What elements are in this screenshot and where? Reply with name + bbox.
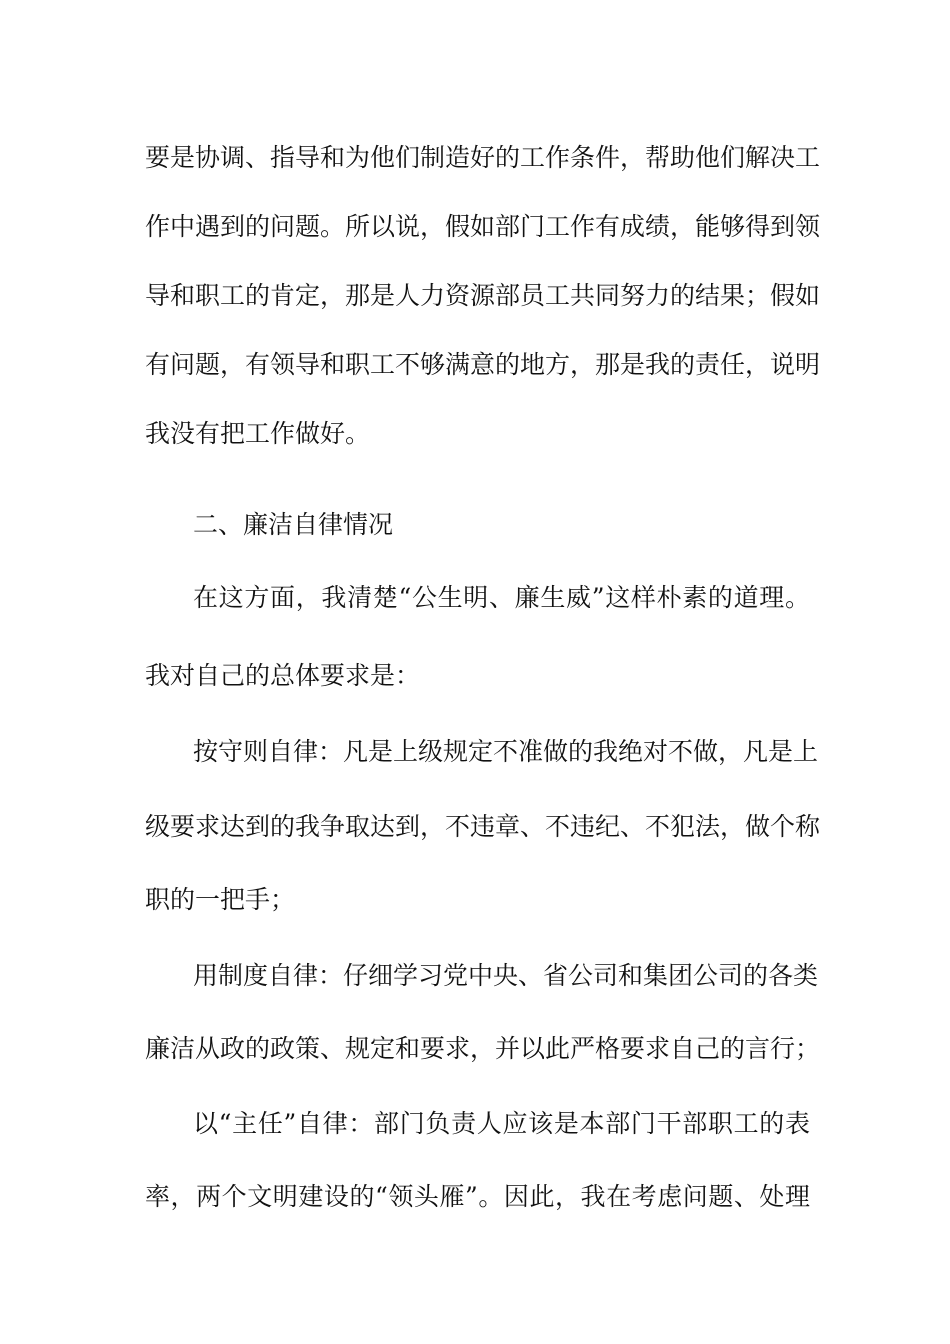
paragraph-line: 廉洁从政的政策、规定和要求，并以此严格要求自己的言行；: [145, 1034, 821, 1063]
paragraph-line: 导和职工的肯定，那是人力资源部员工共同努力的结果；假如: [145, 281, 821, 310]
paragraph-line: 在这方面，我清楚“公生明、廉生威”这样朴素的道理。: [193, 583, 810, 612]
paragraph-line: 按守则自律：凡是上级规定不准做的我绝对不做，凡是上: [193, 737, 819, 766]
paragraph-line: 用制度自律：仔细学习党中央、省公司和集团公司的各类: [193, 961, 819, 990]
paragraph-line: 要是协调、指导和为他们制造好的工作条件，帮助他们解决工: [145, 143, 821, 172]
section-heading: 二、廉洁自律情况: [193, 510, 394, 539]
paragraph-line: 以“主任”自律：部门负责人应该是本部门干部职工的表: [193, 1109, 810, 1138]
paragraph-line: 率，两个文明建设的“领头雁”。因此，我在考虑问题、处理: [145, 1182, 810, 1211]
paragraph-line: 作中遇到的问题。所以说，假如部门工作有成绩，能够得到领: [145, 212, 821, 241]
paragraph-line: 我对自己的总体要求是：: [145, 661, 421, 690]
paragraph-line: 职的一把手；: [145, 885, 296, 914]
paragraph-line: 我没有把工作做好。: [145, 419, 371, 448]
paragraph-line: 级要求达到的我争取达到，不违章、不违纪、不犯法，做个称: [145, 812, 821, 841]
paragraph-line: 有问题，有领导和职工不够满意的地方，那是我的责任，说明: [145, 350, 821, 379]
